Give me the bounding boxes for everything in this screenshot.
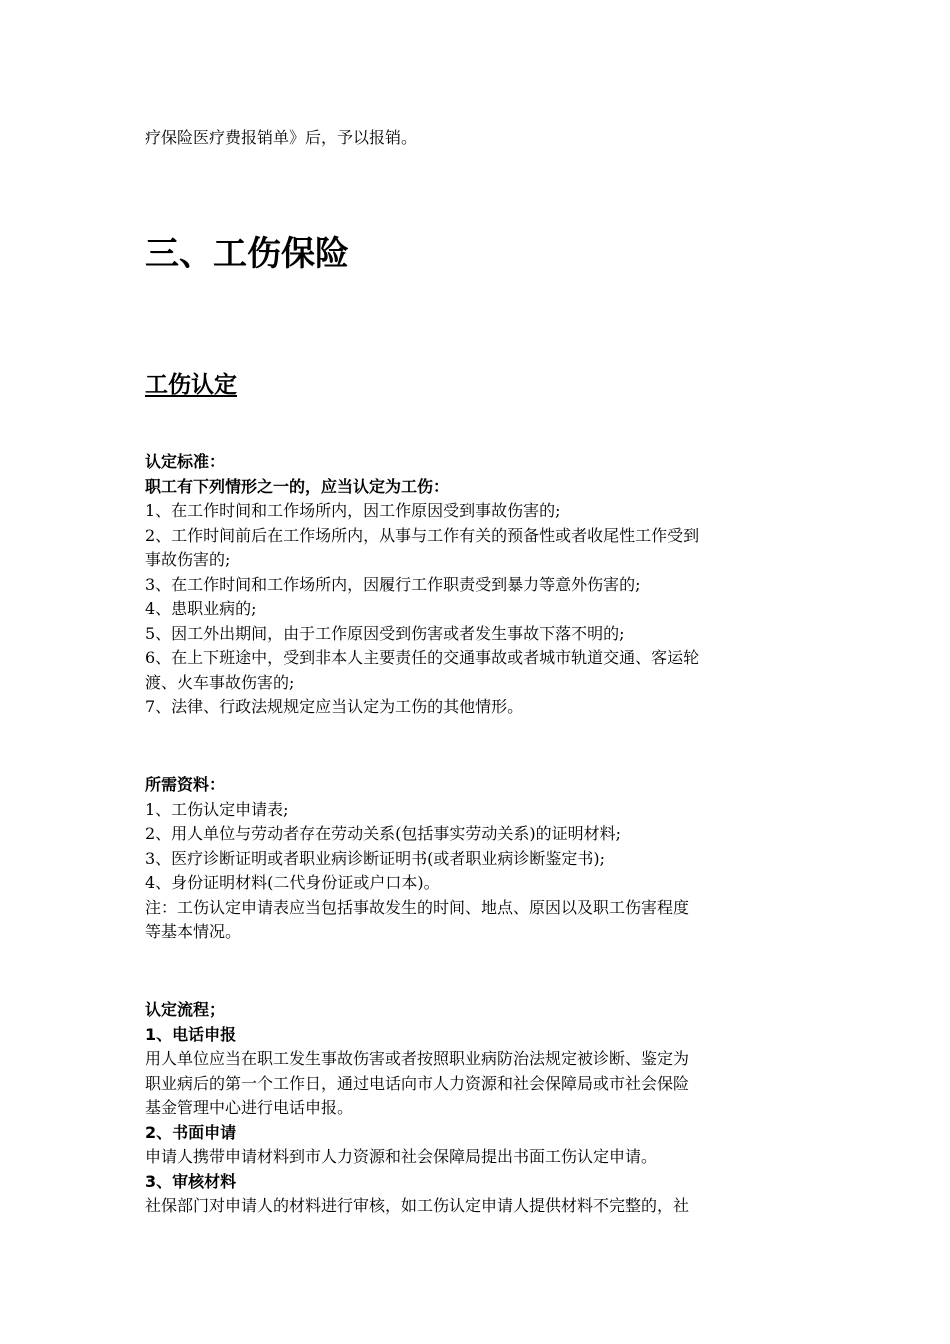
process-label: 认定流程； — [145, 1000, 226, 1019]
process-step-line: 基金管理中心进行电话申报。 — [145, 1098, 354, 1117]
standard-line: 1、在工作时间和工作场所内，因工作原因受到事故伤害的; — [145, 501, 561, 520]
process-section — [145, 998, 689, 1219]
process-step-line: 申请人携带申请材料到市人力资源和社会保障局提出书面工伤认定申请。 — [145, 1147, 658, 1166]
materials-note: 注：工伤认定申请表应当包括事故发生的时间、地点、原因以及职工伤害程度 — [145, 897, 690, 917]
process-step-title: 2、书面申请 — [145, 1122, 237, 1142]
materials-line: 2、用人单位与劳动者存在劳动关系(包括事实劳动关系)的证明材料; — [145, 824, 622, 843]
process-step-title: 1、电话申报 — [145, 1024, 237, 1044]
continuation-line: 疗保险医疗费报销单》后，予以报销。 — [145, 128, 418, 147]
standard-line: 6、在上下班途中，受到非本人主要责任的交通事故或者城市轨道交通、客运轮 — [145, 648, 700, 667]
process-step-title: 3、审核材料 — [145, 1171, 237, 1191]
process-step-line: 用人单位应当在职工发生事故伤害或者按照职业病防治法规定被诊断、鉴定为 — [145, 1049, 690, 1068]
standard-line: 3、在工作时间和工作场所内，因履行工作职责受到暴力等意外伤害的; — [145, 574, 641, 594]
section-heading: 三、工伤保险 — [145, 234, 349, 274]
standard-section — [145, 450, 699, 720]
process-step-line: 社保部门对申请人的材料进行审核，如工伤认定申请人提供材料不完整的，社 — [145, 1196, 690, 1215]
materials-line: 4、身份证明材料(二代身份证或户口本)。 — [145, 873, 440, 892]
standard-line: 事故伤害的; — [145, 550, 231, 569]
materials-note: 等基本情况。 — [145, 922, 242, 941]
standard-line: 渡、火车事故伤害的; — [145, 672, 295, 692]
materials-line: 1、工伤认定申请表; — [145, 799, 289, 819]
standard-intro: 职工有下列情形之一的，应当认定为工伤： — [145, 476, 450, 496]
standard-line: 7、法律、行政法规规定应当认定为工伤的其他情形。 — [145, 697, 524, 716]
materials-section — [145, 773, 689, 945]
standard-line: 4、患职业病的; — [145, 599, 257, 618]
materials-line: 3、医疗诊断证明或者职业病诊断证明书(或者职业病诊断鉴定书); — [145, 848, 606, 868]
standard-line: 2、工作时间前后在工作场所内，从事与工作有关的预备性或者收尾性工作受到 — [145, 525, 700, 545]
standard-line: 5、因工外出期间，由于工作原因受到伤害或者发生事故下落不明的; — [145, 623, 625, 643]
process-step-line: 职业病后的第一个工作日，通过电话向市人力资源和社会保障局或市社会保险 — [145, 1073, 690, 1093]
subsection-heading: 工伤认定 — [145, 372, 237, 398]
materials-label: 所需资料： — [145, 775, 226, 794]
standard-label: 认定标准： — [145, 452, 226, 471]
